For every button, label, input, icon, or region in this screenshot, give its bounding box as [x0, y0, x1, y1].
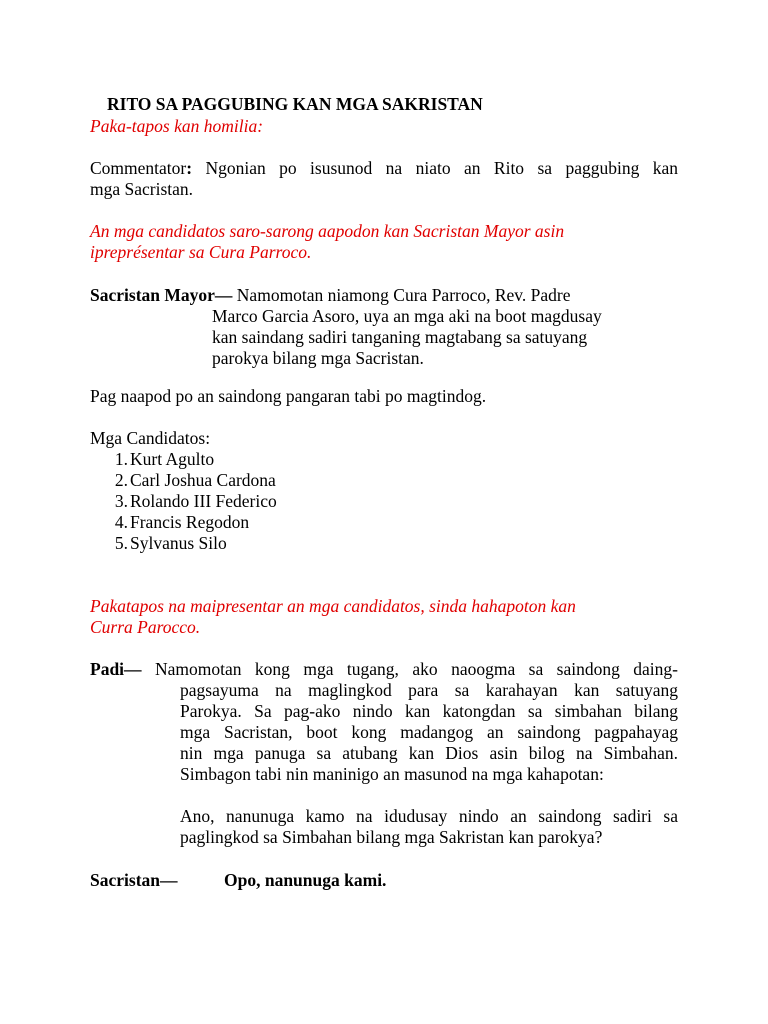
commentator-line-2: mga Sacristan. — [90, 179, 194, 199]
sacristan-mayor-line-2: Marco Garcia Asoro, uya an mga aki na boot magdusay — [212, 306, 602, 326]
list-number: 3. — [114, 491, 128, 511]
intro-rubric: Paka-tapos kan homilia: — [90, 116, 264, 136]
list-item — [106, 533, 406, 554]
candidate-name: Carl Joshua Cardona — [130, 470, 276, 490]
padi-line-4: mga Sacristan, boot kong madangog an saindong pagpahayag — [180, 722, 678, 742]
rubric-candidates-line-1: An mga candidatos saro-sarong aapodon kan Sacristan Mayor asin — [90, 221, 565, 241]
commentator-block — [90, 158, 678, 200]
rubric-after-line-1: Pakatapos na maipresentar an mga candidatos, sinda hahapoton kan — [90, 596, 576, 616]
padi-block — [90, 659, 678, 785]
padi-question-line-1: Ano, nanunuga kamo na idudusay nindo an saindong sadiri sa — [180, 806, 678, 826]
padi-line-6: Simbagon tabi nin maninigo an masunod na mga kahapotan: — [180, 764, 604, 784]
padi-line-5: nin mga panuga sa atubang kan Dios asin bilog na Simbahan. — [180, 743, 678, 763]
sacristan-mayor-line-1 — [90, 285, 678, 306]
padi-line-2: pagsayuma na maglingkod para sa karahayan kan satuyang — [180, 680, 678, 700]
list-number: 2. — [114, 470, 128, 490]
padi-line-3: Parokya. Sa pag-ako nindo kan katongdan sa simbahan bilang — [180, 701, 678, 721]
sacristan-reply-text: Opo, nanunuga kami. — [224, 870, 387, 890]
list-item — [106, 491, 406, 512]
padi-line-1 — [90, 659, 678, 680]
list-item — [106, 470, 406, 491]
rubric-candidates — [90, 221, 678, 263]
rubric-candidates-line-2: ipreprésentar sa Cura Parroco. — [90, 242, 312, 262]
candidate-name: Kurt Agulto — [130, 449, 215, 469]
document-title: RITO SA PAGGUBING KAN MGA SAKRISTAN — [107, 94, 483, 114]
list-number: 4. — [114, 512, 128, 532]
sacristan-mayor-text-1: Namomotan niamong Cura Parroco, Rev. Padre — [232, 285, 571, 305]
instruction-text: Pag naapod po an saindong pangaran tabi po magtindog. — [90, 386, 487, 406]
padi-text-1: Namomotan kong mga tugang, ako naoogma sa saindong daing- — [141, 659, 678, 679]
list-number: 5. — [114, 533, 128, 553]
padi-label: Padi— — [90, 659, 142, 679]
sacristan-mayor-block — [90, 285, 678, 369]
rubric-after-line-2: Curra Parocco. — [90, 617, 201, 637]
list-item — [106, 449, 406, 470]
sacristan-reply-label: Sacristan— — [90, 870, 178, 890]
commentator-label: Commentator — [90, 158, 187, 178]
list-number: 1. — [114, 449, 128, 469]
candidate-name: Francis Regodon — [130, 512, 250, 532]
candidate-name: Sylvanus Silo — [130, 533, 227, 553]
rubric-after — [90, 596, 678, 638]
commentator-colon: : — [186, 158, 193, 178]
padi-question — [180, 806, 678, 848]
sacristan-mayor-line-3: kan saindang sadiri tanganing magtabang sa satuyang — [212, 327, 588, 347]
candidates-list — [106, 449, 406, 554]
list-item — [106, 512, 406, 533]
candidate-name: Rolando III Federico — [130, 491, 277, 511]
candidates-heading: Mga Candidatos: — [90, 428, 211, 448]
padi-question-line-2: paglingkod sa Simbahan bilang mga Sakristan kan parokya? — [180, 827, 603, 847]
sacristan-mayor-label: Sacristan Mayor— — [90, 285, 233, 305]
commentator-text-1: Ngonian po isusunod na niato an Rito sa paggubing kan — [192, 158, 678, 178]
sacristan-mayor-line-4: parokya bilang mga Sacristan. — [212, 348, 424, 368]
commentator-line-1 — [90, 158, 678, 179]
